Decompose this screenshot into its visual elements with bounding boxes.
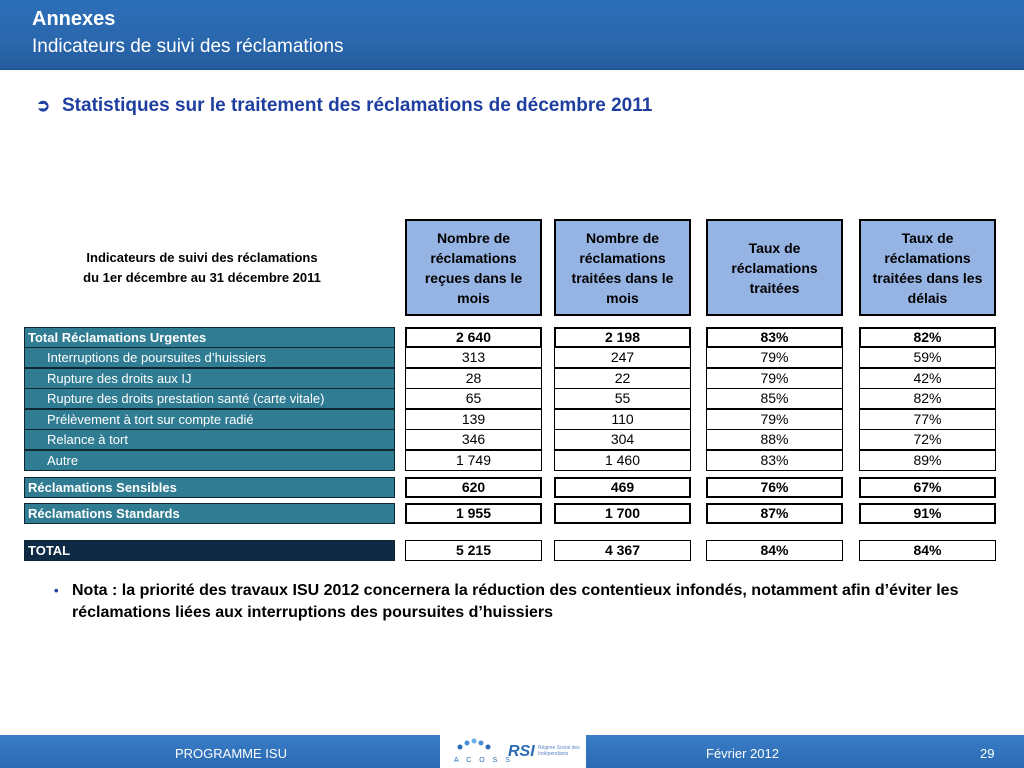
row-label-relance: Relance à tort — [24, 429, 395, 450]
logo-acoss-text: A C O S S — [454, 757, 513, 764]
cell-rate: 76% — [706, 477, 843, 498]
cell-received: 5 215 — [405, 540, 542, 561]
cell-rate: 83% — [706, 450, 843, 471]
cell-rate: 83% — [706, 327, 843, 348]
corner-line-1: Indicateurs de suivi des réclamations — [86, 250, 318, 265]
cell-rate-on-time: 42% — [859, 368, 996, 389]
footer-date: Février 2012 — [706, 746, 779, 761]
cell-received: 1 955 — [405, 503, 542, 524]
row-label-total: TOTAL — [24, 540, 395, 561]
column-header-processed: Nombre de réclamations traitées dans le mois — [554, 219, 691, 316]
cell-received: 346 — [405, 429, 542, 450]
cell-received: 1 749 — [405, 450, 542, 471]
cell-rate-on-time: 84% — [859, 540, 996, 561]
table-corner-label — [24, 248, 380, 288]
cell-rate: 84% — [706, 540, 843, 561]
row-label-standards: Réclamations Standards — [24, 503, 395, 524]
cell-received: 65 — [405, 388, 542, 409]
slide-header — [0, 0, 1024, 70]
cell-rate-on-time: 82% — [859, 327, 996, 348]
note-text: Nota : la priorité des travaux ISU 2012 concernera la réduction des contentieux infondés, notamment afin d’éviter les réclamations liées aux interruptions des poursuites d’huissiers — [72, 582, 959, 621]
cell-rate: 87% — [706, 503, 843, 524]
cell-rate-on-time: 91% — [859, 503, 996, 524]
cell-rate: 79% — [706, 347, 843, 368]
row-label-autre: Autre — [24, 450, 395, 471]
cell-received: 313 — [405, 347, 542, 368]
cell-received: 139 — [405, 409, 542, 430]
cell-processed: 2 198 — [554, 327, 691, 348]
cell-rate-on-time: 59% — [859, 347, 996, 368]
column-header-rate: Taux de réclamations traitées — [706, 219, 843, 316]
logo-rsi: RSI — [508, 743, 535, 760]
row-label-interruptions: Interruptions de poursuites d’huissiers — [24, 347, 395, 368]
cell-processed: 247 — [554, 347, 691, 368]
circled-arrow-icon: ➲ — [36, 96, 51, 115]
row-label-total-urgentes: Total Réclamations Urgentes — [24, 327, 395, 348]
cell-rate: 88% — [706, 429, 843, 450]
cell-rate-on-time: 67% — [859, 477, 996, 498]
corner-line-2: du 1er décembre au 31 décembre 2011 — [83, 270, 321, 285]
cell-processed: 1 460 — [554, 450, 691, 471]
cell-rate-on-time: 82% — [859, 388, 996, 409]
logo-rsi-subtitle: Régime Social des Indépendants — [538, 745, 580, 757]
cell-rate-on-time: 89% — [859, 450, 996, 471]
cell-processed: 1 700 — [554, 503, 691, 524]
footer-page-number: 29 — [980, 746, 995, 761]
cell-received: 2 640 — [405, 327, 542, 348]
cell-processed: 469 — [554, 477, 691, 498]
column-header-rate-on-time: Taux de réclamations traitées dans les délais — [859, 219, 996, 316]
cell-processed: 4 367 — [554, 540, 691, 561]
cell-rate: 79% — [706, 368, 843, 389]
note-bullet: • — [54, 583, 59, 598]
cell-processed: 55 — [554, 388, 691, 409]
footer-logos — [440, 735, 586, 768]
header-subtitle: Indicateurs de suivi des réclamations — [32, 36, 344, 57]
acoss-logo-icon — [454, 737, 494, 755]
row-label-rupture-ij: Rupture des droits aux IJ — [24, 368, 395, 389]
row-label-prelevement: Prélèvement à tort sur compte radié — [24, 409, 395, 430]
note-block — [54, 580, 984, 624]
row-label-rupture-sante: Rupture des droits prestation santé (carte vitale) — [24, 388, 395, 409]
cell-received: 28 — [405, 368, 542, 389]
cell-rate-on-time: 77% — [859, 409, 996, 430]
cell-processed: 22 — [554, 368, 691, 389]
section-title-block — [36, 95, 652, 117]
cell-rate: 85% — [706, 388, 843, 409]
row-label-sensibles: Réclamations Sensibles — [24, 477, 395, 498]
footer-program: PROGRAMME ISU — [175, 746, 287, 761]
cell-rate-on-time: 72% — [859, 429, 996, 450]
cell-processed: 304 — [554, 429, 691, 450]
cell-processed: 110 — [554, 409, 691, 430]
header-title: Annexes — [32, 8, 116, 30]
cell-rate: 79% — [706, 409, 843, 430]
slide-footer — [0, 735, 1024, 768]
section-title: Statistiques sur le traitement des réclamations de décembre 2011 — [62, 95, 653, 116]
cell-received: 620 — [405, 477, 542, 498]
column-header-received: Nombre de réclamations reçues dans le mois — [405, 219, 542, 316]
